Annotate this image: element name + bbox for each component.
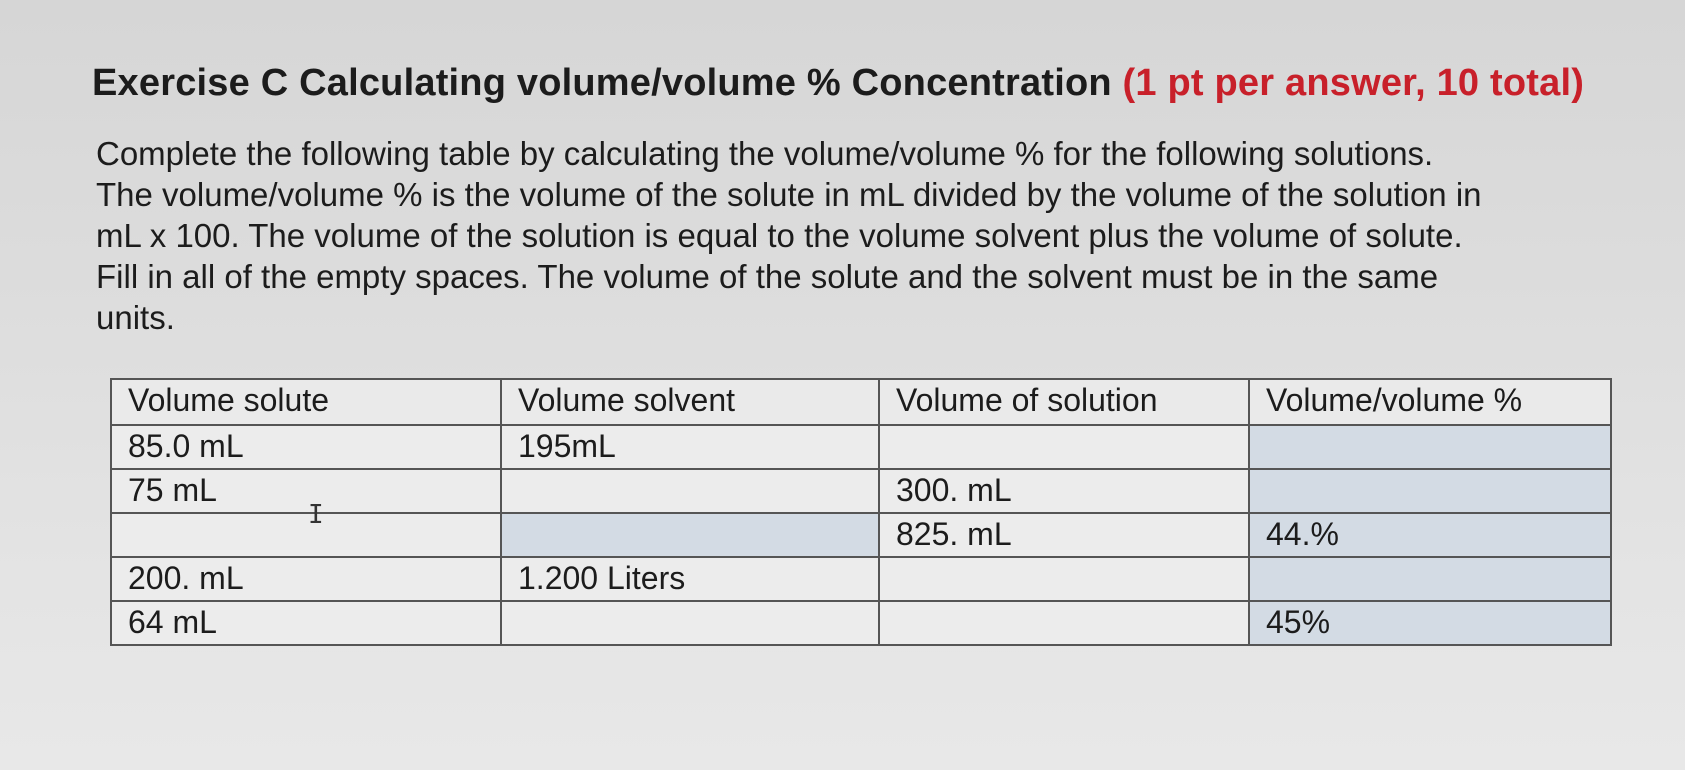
instruction-line: Fill in all of the empty spaces. The volume of the solute and the solvent must be in the same — [96, 258, 1439, 295]
table-row — [111, 469, 1611, 513]
header-volume-solution: Volume of solution — [879, 379, 1249, 425]
instruction-line: The volume/volume % is the volume of the solute in mL divided by the volume of the solution in — [96, 176, 1482, 213]
cell-solute: 75 mL — [111, 469, 501, 513]
cell-solution-blank[interactable] — [879, 601, 1249, 645]
cell-percent-blank[interactable] — [1249, 557, 1611, 601]
cell-solute: 85.0 mL — [111, 425, 501, 469]
cell-percent-blank[interactable] — [1249, 469, 1611, 513]
instruction-line: Complete the following table by calculating the volume/volume % for the following solutions. — [96, 135, 1434, 172]
instruction-line: mL x 100. The volume of the solution is equal to the volume solvent plus the volume of solute. — [96, 217, 1463, 254]
cell-percent: 44.% — [1249, 513, 1611, 557]
points-note: (1 pt per answer, 10 total) — [1122, 62, 1585, 104]
title-text: Exercise C Calculating volume/volume % Concentration — [92, 62, 1112, 104]
cell-percent-blank[interactable] — [1249, 425, 1611, 469]
table-row — [111, 601, 1611, 645]
table-row — [111, 425, 1611, 469]
cell-solution-blank[interactable] — [879, 557, 1249, 601]
instruction-line: units. — [96, 299, 175, 336]
header-volume-solvent: Volume solvent — [501, 379, 879, 425]
cell-percent: 45% — [1249, 601, 1611, 645]
cell-solvent: 1.200 Liters — [501, 557, 879, 601]
header-row — [111, 379, 1611, 425]
exercise-title — [92, 62, 1584, 105]
cell-solute-blank[interactable] — [111, 513, 501, 557]
table-row — [111, 513, 1611, 557]
cell-solution-blank[interactable] — [879, 425, 1249, 469]
cell-solvent-blank[interactable] — [501, 513, 879, 557]
cell-solvent-blank[interactable] — [501, 469, 879, 513]
cell-solution: 300. mL — [879, 469, 1249, 513]
concentration-table — [110, 378, 1612, 646]
cell-solute: 64 mL — [111, 601, 501, 645]
header-volume-solute: Volume solute — [111, 379, 501, 425]
cell-solvent-blank[interactable] — [501, 601, 879, 645]
cell-solvent: 195mL — [501, 425, 879, 469]
text-cursor-icon: I — [308, 500, 324, 530]
header-volume-percent: Volume/volume % — [1249, 379, 1611, 425]
table-row — [111, 557, 1611, 601]
cell-solute: 200. mL — [111, 557, 501, 601]
cell-solution: 825. mL — [879, 513, 1249, 557]
instructions-paragraph — [96, 133, 1626, 338]
